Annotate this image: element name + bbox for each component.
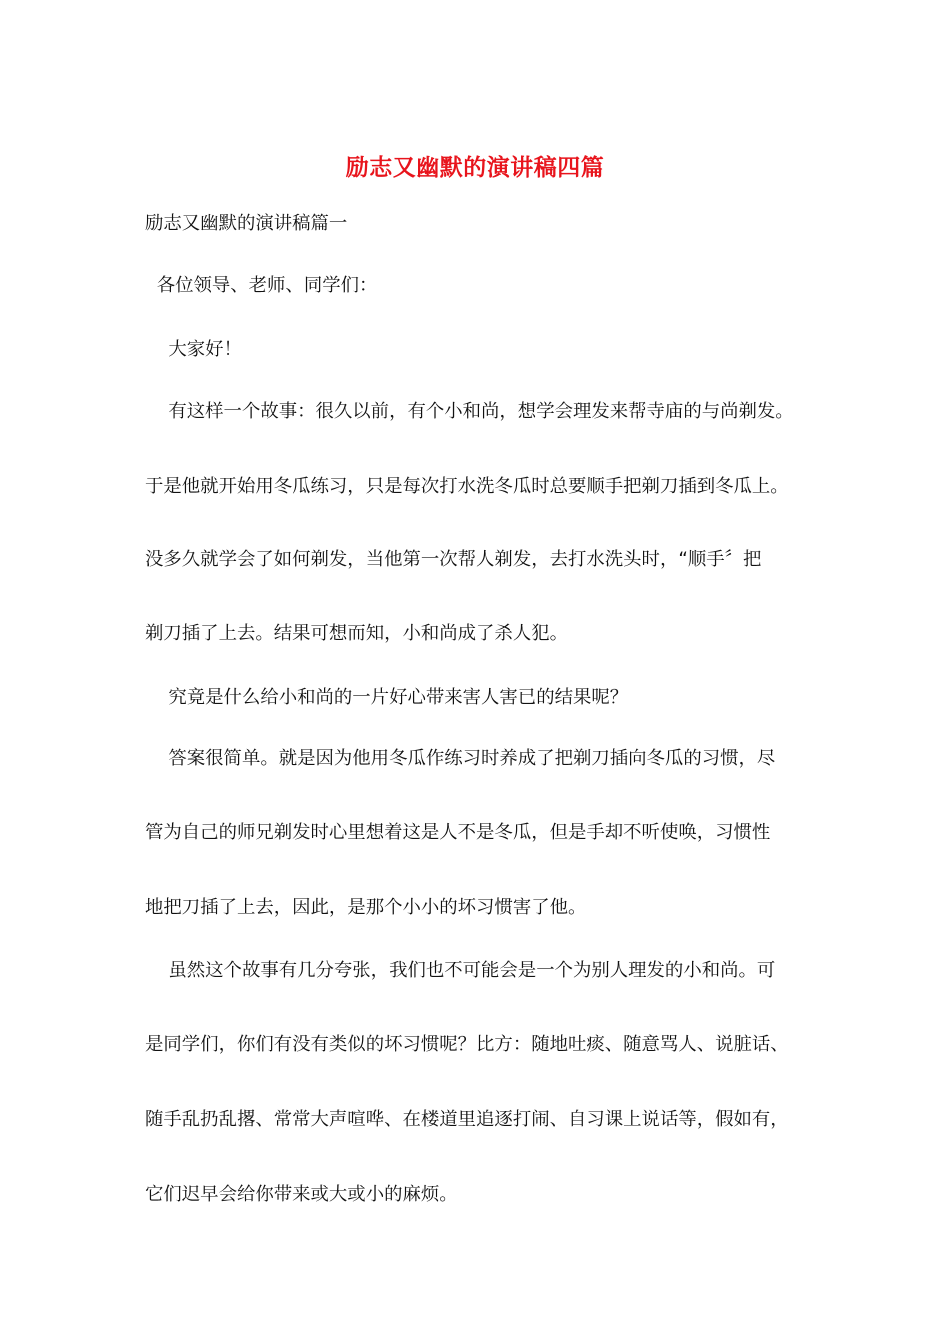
paragraph-line: 它们迟早会给你带来或大或小的麻烦。 <box>145 1184 458 1205</box>
paragraph-line: 虽然这个故事有几分夸张，我们也不可能会是一个为别人理发的小和尚。可 <box>145 960 776 981</box>
paragraph-line: 有这样一个故事：很久以前，有个小和尚，想学会理发来帮寺庙的与尚剃发。 <box>145 401 794 422</box>
paragraph-line: 随手乱扔乱撂、常常大声喧哗、在楼道里追逐打闹、自习课上说话等，假如有， <box>145 1109 789 1130</box>
paragraph-line: 答案很简单。就是因为他用冬瓜作练习时养成了把剃刀插向冬瓜的习惯，尽 <box>145 748 776 769</box>
document-title: 励志又幽默的演讲稿四篇 <box>345 154 605 181</box>
greeting-line: 各位领导、老师、同学们： <box>145 275 378 296</box>
paragraph-line: 没多久就学会了如何剃发，当他第一次帮人剃发，去打水洗头时，“顺手〞把 <box>145 549 762 570</box>
paragraph-line: 剃刀插了上去。结果可想而知，小和尚成了杀人犯。 <box>145 623 568 644</box>
paragraph-line: 地把刀插了上去，因此，是那个小小的坏习惯害了他。 <box>145 897 587 918</box>
paragraph-line: 究竟是什么给小和尚的一片好心带来害人害已的结果呢？ <box>145 687 629 708</box>
paragraph-line: 于是他就开始用冬瓜练习，只是每次打水洗冬瓜时总要顺手把剃刀插到冬瓜上。 <box>145 476 789 497</box>
paragraph-line: 管为自己的师兄剃发时心里想着这是人不是冬瓜，但是手却不听使唤，习惯性 <box>145 822 771 843</box>
paragraph-line: 是同学们，你们有没有类似的坏习惯呢？比方：随地吐痰、随意骂人、说脏话、 <box>145 1034 789 1055</box>
salutation-line: 大家好！ <box>145 339 242 360</box>
section-heading: 励志又幽默的演讲稿篇一 <box>145 213 348 234</box>
